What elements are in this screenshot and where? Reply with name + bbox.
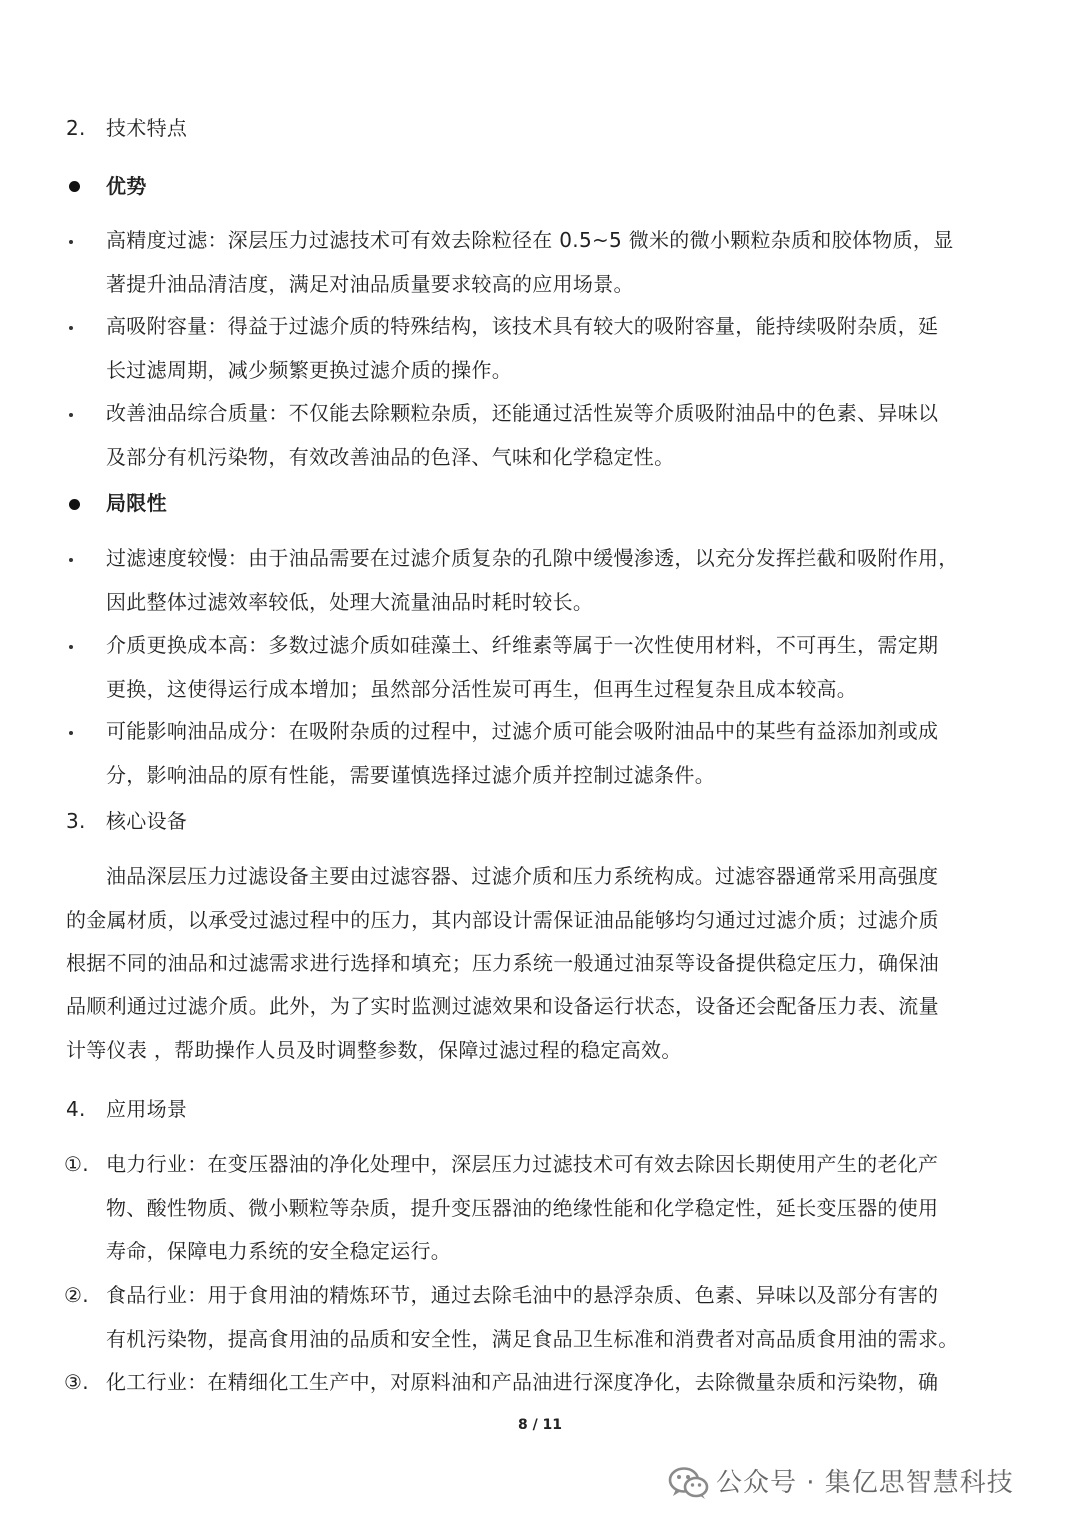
advantage-item-1-line-1: 高精度过滤：深层压力过滤技术可有效去除粒径在 0.5~5 微米的微小颗粒杂质和胶体物质，显 bbox=[106, 228, 954, 252]
scenario-1-line: 物、酸性物质、微小颗粒等杂质，提升变压器油的绝缘性能和化学稳定性，延长变压器的使用 bbox=[106, 1196, 939, 1220]
section-3-paragraph-line: 计等仪表 ，帮助操作人员及时调整参数，保障过滤过程的稳定高效。 bbox=[66, 1038, 682, 1062]
section-3-title: 核心设备 bbox=[106, 809, 188, 833]
limitations-heading: 局限性 bbox=[106, 491, 167, 515]
advantage-item-1-line-2: 著提升油品清洁度，满足对油品质量要求较高的应用场景。 bbox=[106, 272, 634, 296]
section-3-paragraph-line: 的金属材质，以承受过滤过程中的压力，其内部设计需保证油品能够均匀通过过滤介质；过滤介质 bbox=[66, 908, 939, 932]
small-bullet-icon bbox=[69, 413, 73, 417]
section-3-paragraph-line: 油品深层压力过滤设备主要由过滤容器、过滤介质和压力系统构成。过滤容器通常采用高强度 bbox=[106, 864, 939, 888]
page-number: 8 / 11 bbox=[517, 1417, 563, 1433]
limitation-item-2-line-1: 介质更换成本高：多数过滤介质如硅藻土、纤维素等属于一次性使用材料，不可再生，需定期 bbox=[106, 633, 939, 657]
small-bullet-icon bbox=[69, 326, 73, 330]
limitation-item-3-line-2: 分，影响油品的原有性能，需要谨慎选择过滤介质并控制过滤条件。 bbox=[106, 763, 715, 787]
advantages-heading: 优势 bbox=[106, 174, 147, 198]
advantage-item-3-line-2: 及部分有机污染物，有效改善油品的色泽、气味和化学稳定性。 bbox=[106, 445, 675, 469]
wechat-icon bbox=[668, 1465, 710, 1501]
scenario-3-line: 化工行业：在精细化工生产中，对原料油和产品油进行深度净化，去除微量杂质和污染物，确 bbox=[106, 1370, 939, 1394]
scenario-2-line: 食品行业：用于食用油的精炼环节，通过去除毛油中的悬浮杂质、色素、异味以及部分有害的 bbox=[106, 1283, 939, 1307]
limitation-item-2-line-2: 更换，这使得运行成本增加；虽然部分活性炭可再生，但再生过程复杂且成本较高。 bbox=[106, 677, 858, 701]
scenario-1-marker: ①. bbox=[64, 1152, 89, 1176]
section-3-number: 3. bbox=[66, 809, 86, 833]
section-2-title: 技术特点 bbox=[106, 116, 188, 140]
section-4-title: 应用场景 bbox=[106, 1097, 188, 1121]
limitation-item-1-line-2: 因此整体过滤效率较低，处理大流量油品时耗时较长。 bbox=[106, 590, 594, 614]
bullet-dot-icon bbox=[69, 181, 80, 192]
advantage-item-2-line-1: 高吸附容量：得益于过滤介质的特殊结构，该技术具有较大的吸附容量，能持续吸附杂质，延 bbox=[106, 314, 939, 338]
advantage-item-3-line-1: 改善油品综合质量：不仅能去除颗粒杂质，还能通过活性炭等介质吸附油品中的色素、异味以 bbox=[106, 401, 939, 425]
bullet-dot-icon bbox=[69, 499, 80, 510]
scenario-3-marker: ③. bbox=[64, 1370, 89, 1394]
scenario-1-line: 电力行业：在变压器油的净化处理中，深层压力过滤技术可有效去除因长期使用产生的老化产 bbox=[106, 1152, 939, 1176]
scenario-2-line: 有机污染物，提高食用油的品质和安全性，满足食品卫生标准和消费者对高品质食用油的需求。 bbox=[106, 1327, 959, 1351]
small-bullet-icon bbox=[69, 645, 73, 649]
advantage-item-2-line-2: 长过滤周期，减少频繁更换过滤介质的操作。 bbox=[106, 358, 512, 382]
small-bullet-icon bbox=[69, 240, 73, 244]
limitation-item-1-line-1: 过滤速度较慢：由于油品需要在过滤介质复杂的孔隙中缓慢渗透，以充分发挥拦截和吸附作用， bbox=[106, 546, 959, 570]
section-4-number: 4. bbox=[66, 1097, 86, 1121]
limitation-item-3-line-1: 可能影响油品成分：在吸附杂质的过程中，过滤介质可能会吸附油品中的某些有益添加剂或成 bbox=[106, 719, 939, 743]
small-bullet-icon bbox=[69, 558, 73, 562]
small-bullet-icon bbox=[69, 731, 73, 735]
scenario-2-marker: ②. bbox=[64, 1283, 89, 1307]
scenario-1-line: 寿命，保障电力系统的安全稳定运行。 bbox=[106, 1239, 452, 1263]
section-2-number: 2. bbox=[66, 116, 86, 140]
footer-account-name: 公众号 · 集亿思智慧科技 bbox=[716, 1468, 1014, 1498]
section-3-paragraph-line: 根据不同的油品和过滤需求进行选择和填充；压力系统一般通过油泵等设备提供稳定压力，确保油 bbox=[66, 951, 939, 975]
section-3-paragraph-line: 品顺利通过过滤介质。此外，为了实时监测过滤效果和设备运行状态，设备还会配备压力表、流量 bbox=[66, 994, 939, 1018]
